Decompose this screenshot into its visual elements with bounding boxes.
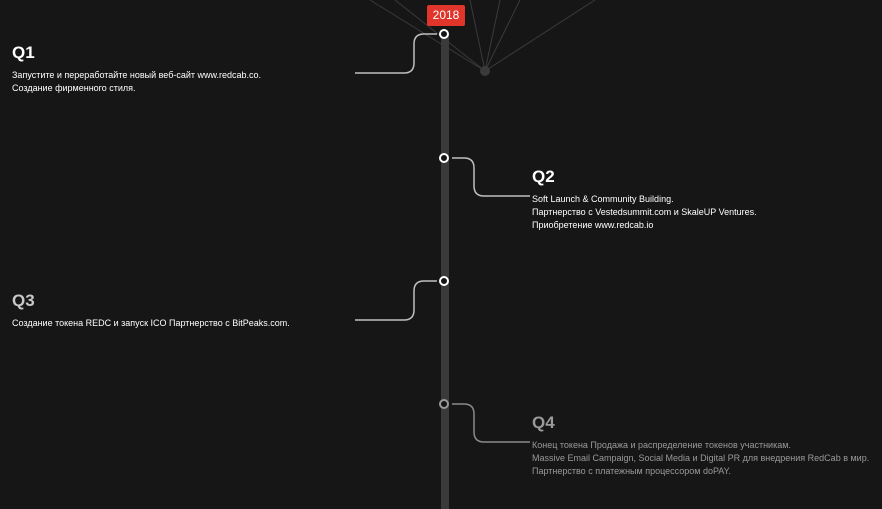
year-badge: 2018 bbox=[427, 5, 465, 26]
quarter-line: Конец токена Продажа и распределение токенов участникам. bbox=[532, 440, 791, 450]
quarter-line: Создание токена REDC и запуск ICO Партнерство с BitPeaks.com. bbox=[12, 318, 290, 328]
quarter-line: Запустите и переработайте новый веб-сайт www.redcab.co. bbox=[12, 70, 262, 80]
quarter-line: Партнерство с платежным процессором doPAY. bbox=[532, 466, 731, 476]
quarter-line: Soft Launch & Community Building. bbox=[532, 194, 674, 204]
quarter-line: Massive Email Campaign, Social Media и Digital PR для внедрения RedCab в мир. bbox=[532, 453, 870, 463]
quarter-q2 bbox=[532, 167, 757, 232]
quarter-line: Приобретение www.redcab.io bbox=[532, 220, 654, 230]
quarter-title: Q4 bbox=[532, 413, 555, 432]
quarter-q3 bbox=[12, 291, 290, 330]
timeline-spine bbox=[441, 34, 449, 509]
timeline-node-q4[interactable] bbox=[439, 399, 449, 409]
timeline-node-q1[interactable] bbox=[439, 29, 449, 39]
quarter-title: Q2 bbox=[532, 167, 555, 186]
timeline-node-q2[interactable] bbox=[439, 153, 449, 163]
quarter-q4 bbox=[532, 413, 869, 478]
network-node-dot bbox=[480, 66, 490, 76]
quarter-title: Q1 bbox=[12, 43, 35, 62]
quarter-title: Q3 bbox=[12, 291, 35, 310]
quarter-line: Партнерство с Vestedsummit.com и SkaleUP Ventures. bbox=[532, 207, 757, 217]
quarter-line: Создание фирменного стиля. bbox=[12, 83, 136, 93]
timeline-node-q3[interactable] bbox=[439, 276, 449, 286]
quarter-q1 bbox=[12, 43, 261, 95]
